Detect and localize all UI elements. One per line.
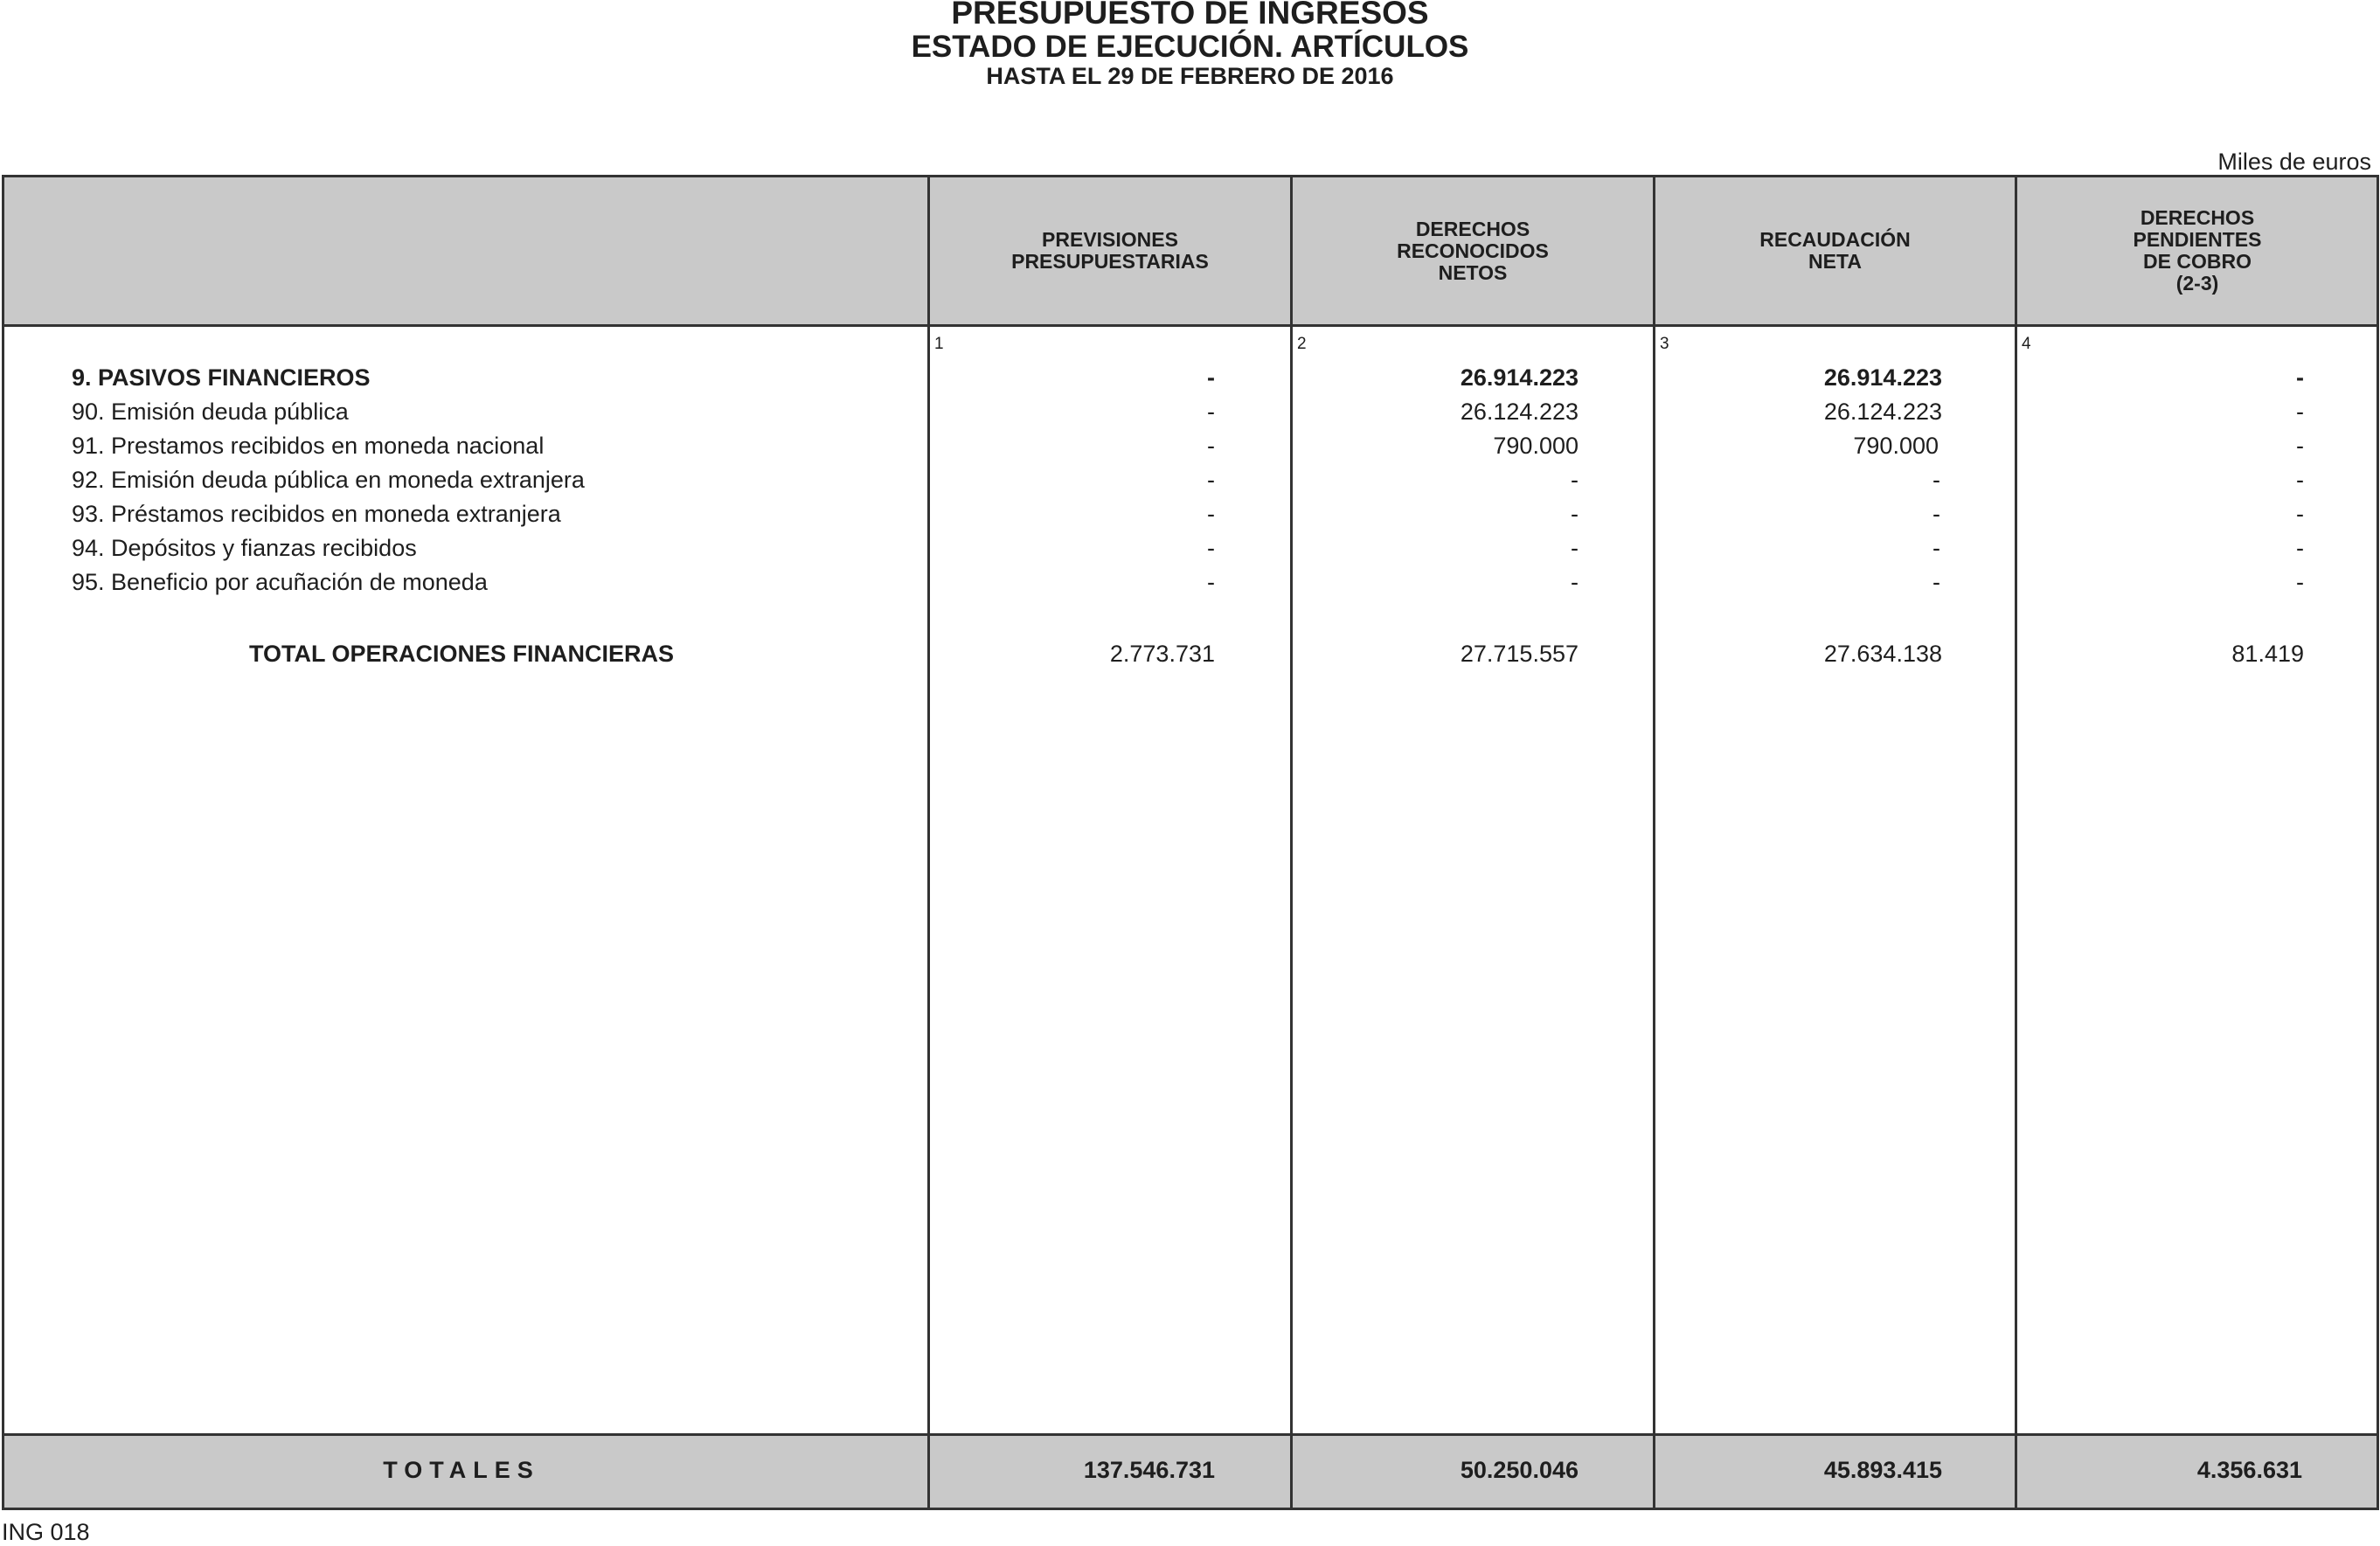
value-pendientes: - [2296,569,2304,595]
value-previsiones: - [1207,569,1215,595]
grand-total-previsiones: 137.546.731 [1083,1457,1215,1483]
row-label: 95. Beneficio por acuñación de moneda [72,569,488,595]
value-recaudacion: 790.000 [1853,433,1939,459]
value-derechos: - [1571,569,1579,595]
value-derechos: - [1571,501,1579,527]
value-previsiones: - [1207,467,1215,493]
value-derechos: 26.124.223 [1460,399,1579,425]
table-row [0,467,2380,500]
col-header-derechos-reconocidos: DERECHOS RECONOCIDOS NETOS [1397,217,1549,284]
row-label: 93. Préstamos recibidos en moneda extranjera [72,501,561,527]
totales-label: TOTALES [383,1457,540,1483]
document-code: ING 018 [2,1519,90,1545]
value-previsiones: - [1207,399,1215,425]
value-derechos: - [1571,535,1579,561]
row-label: 9. PASIVOS FINANCIEROS [72,364,371,391]
row-label: 90. Emisión deuda pública [72,399,349,425]
table-row [0,399,2380,432]
value-recaudacion: - [1932,535,1940,561]
table-row [0,501,2380,534]
report-period: HASTA EL 29 DE FEBRERO DE 2016 [986,63,1394,89]
col-number: 4 [2022,335,2031,353]
report-subtitle: ESTADO DE EJECUCIÓN. ARTÍCULOS [911,30,1469,64]
value-pendientes: - [2296,467,2304,493]
value-derechos: 790.000 [1493,433,1579,459]
value-recaudacion: 26.124.223 [1823,399,1942,425]
row-label: 92. Emisión deuda pública en moneda extranjera [72,467,585,493]
value-pendientes: - [2296,501,2304,527]
total-recaudacion: 27.634.138 [1823,641,1942,667]
total-derechos: 27.715.557 [1460,641,1579,667]
col-header-previsiones: PREVISIONES PRESUPUESTARIAS [1011,228,1209,273]
table-row [0,433,2380,466]
value-previsiones: - [1207,501,1215,527]
total-operaciones-label: TOTAL OPERACIONES FINANCIERAS [248,641,675,667]
table-row [0,569,2380,602]
units-label: Miles de euros [2217,149,2371,175]
value-previsiones: - [1207,433,1215,459]
totales-row [0,1457,2380,1490]
value-pendientes: - [2296,535,2304,561]
row-label: 94. Depósitos y fianzas recibidos [72,535,417,561]
value-pendientes: - [2296,399,2304,425]
table-row [0,535,2380,568]
row-label: 91. Prestamos recibidos en moneda nacional [72,433,545,459]
col-number: 3 [1660,335,1669,353]
value-recaudacion: - [1932,467,1940,493]
value-derechos: 26.914.223 [1460,364,1579,391]
total-previsiones: 2.773.731 [1109,641,1215,667]
value-previsiones: - [1207,364,1215,391]
total-pendientes: 81.419 [2231,641,2304,667]
col-header-recaudacion: RECAUDACIÓN NETA [1759,228,1911,273]
col-header-pendientes: DERECHOS PENDIENTES DE COBRO (2-3) [2133,206,2262,295]
col-number: 2 [1297,335,1307,353]
value-derechos: - [1571,467,1579,493]
value-recaudacion: - [1932,501,1940,527]
value-recaudacion: - [1932,569,1940,595]
col-number: 1 [934,335,944,353]
grand-total-derechos: 50.250.046 [1460,1457,1579,1483]
grand-total-pendientes: 4.356.631 [2196,1457,2302,1483]
value-previsiones: - [1207,535,1215,561]
value-recaudacion: 26.914.223 [1823,364,1942,391]
report-title: PRESUPUESTO DE INGRESOS [951,0,1429,31]
grand-total-recaudacion: 45.893.415 [1823,1457,1942,1483]
total-operaciones-row [0,641,2380,674]
value-pendientes: - [2296,364,2304,391]
table-row [0,364,2380,398]
value-pendientes: - [2296,433,2304,459]
